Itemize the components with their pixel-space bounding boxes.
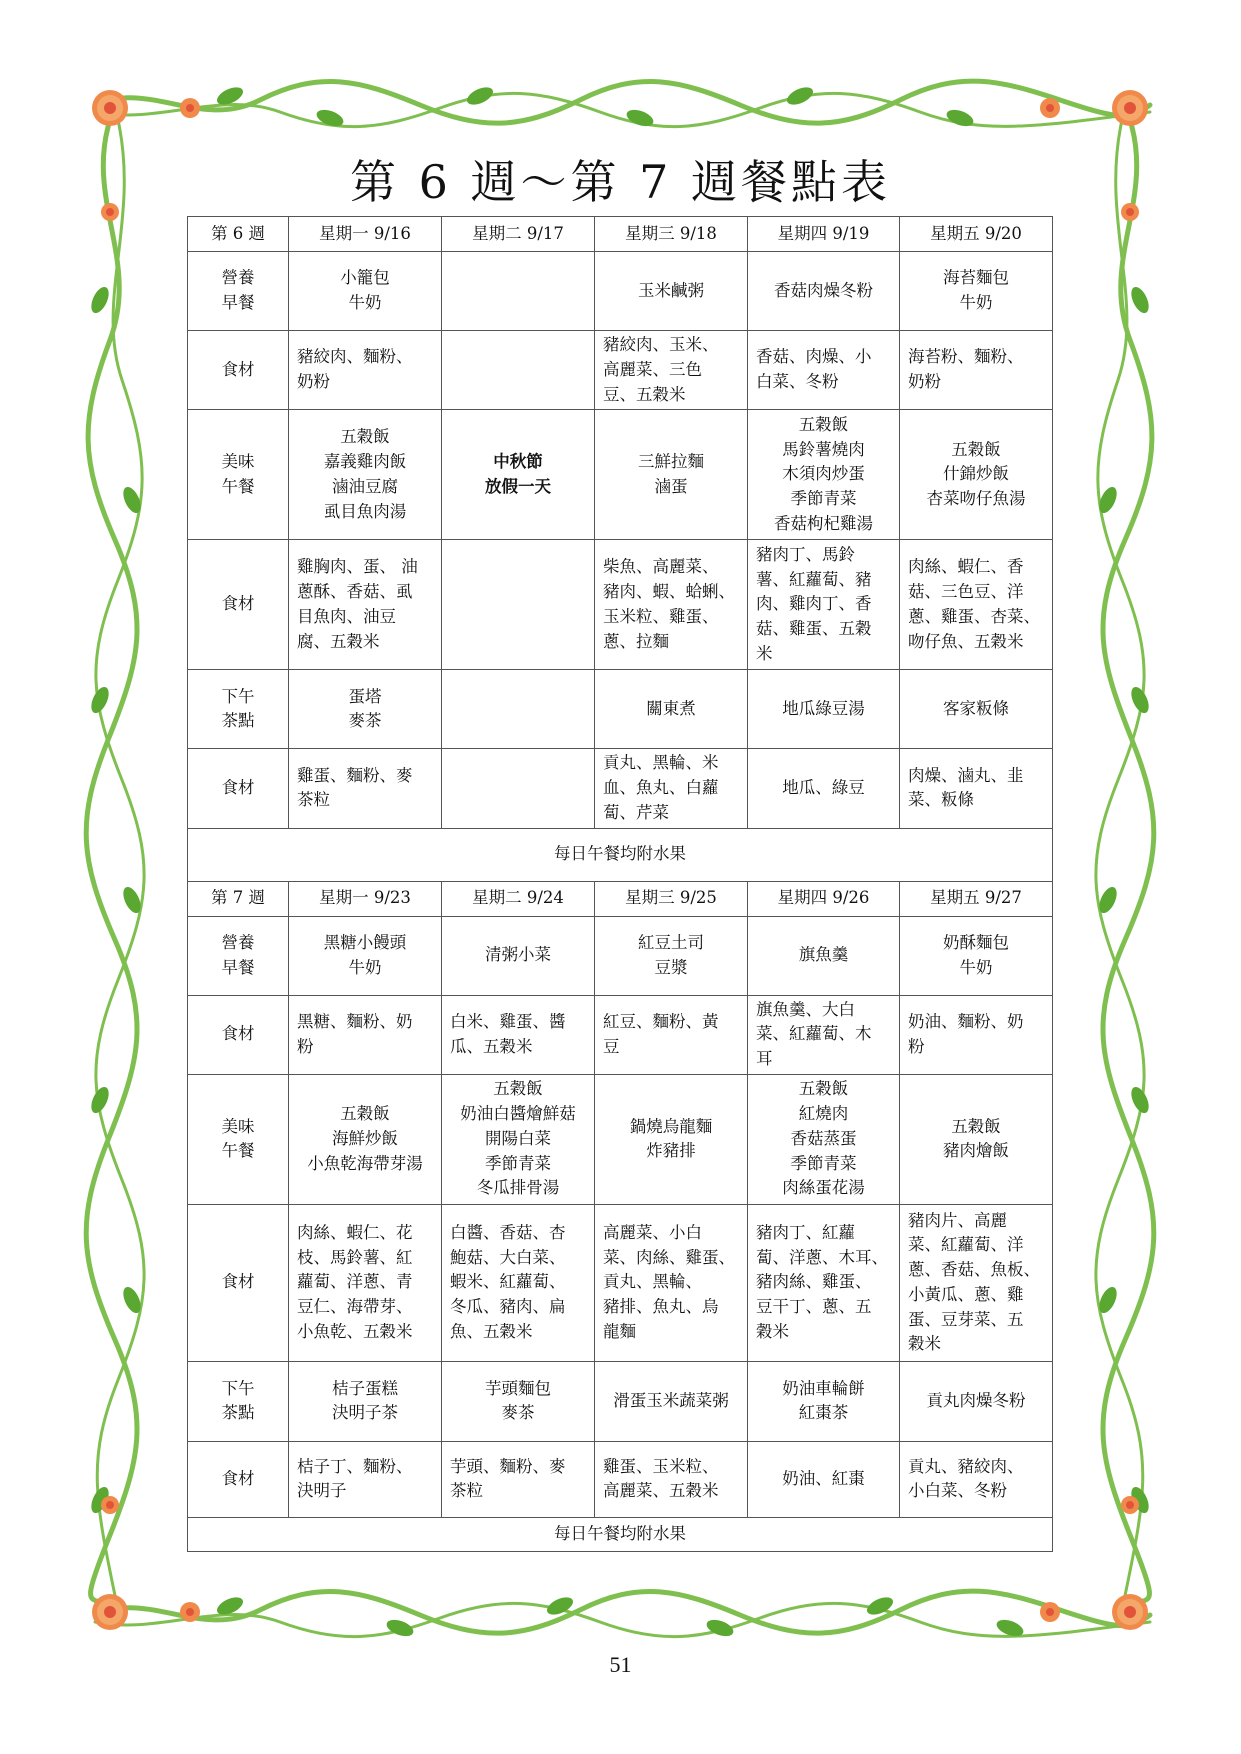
- row-label: 食材: [188, 331, 289, 410]
- ingredient-cell: 海苔粉、麵粉、 奶粉: [900, 331, 1053, 410]
- meal-cell: 滑蛋玉米蔬菜粥: [595, 1361, 748, 1441]
- row-label: 食材: [188, 749, 289, 828]
- day-header: 星期三 9/18: [595, 217, 748, 252]
- ingredient-cell: 黑糖、麵粉、奶 粉: [289, 995, 442, 1074]
- row-label: 下午 茶點: [188, 670, 289, 749]
- ingredient-cell: 豬絞肉、玉米、 高麗菜、三色 豆、五穀米: [595, 331, 748, 410]
- breakfast-row: [188, 916, 1053, 995]
- meal-cell: 三鮮拉麵 滷蛋: [595, 410, 748, 540]
- meal-cell: 五穀飯 什錦炒飯 杏菜吻仔魚湯: [900, 410, 1053, 540]
- ingredient-cell: [442, 749, 595, 828]
- ingredient-cell: 肉絲、蝦仁、花 枝、馬鈴薯、紅 蘿蔔、洋蔥、青 豆仁、海帶芽、 小魚乾、五穀米: [289, 1204, 442, 1361]
- ingredient-cell: 貢丸、豬絞肉、 小白菜、冬粉: [900, 1441, 1053, 1517]
- note-row: [188, 1517, 1053, 1551]
- meal-cell: 紅豆土司 豆漿: [595, 916, 748, 995]
- week-header-row: [188, 881, 1053, 916]
- ingredient-cell: 雞蛋、麵粉、麥 茶粒: [289, 749, 442, 828]
- meal-cell: 五穀飯 奶油白醬燴鮮菇 開陽白菜 季節青菜 冬瓜排骨湯: [442, 1074, 595, 1204]
- ingredient-cell: 香菇、肉燥、小 白菜、冬粉: [748, 331, 900, 410]
- fruit-note: 每日午餐均附水果: [188, 1517, 1053, 1551]
- meal-cell: 小籠包 牛奶: [289, 252, 442, 331]
- ingredient-cell: 奶油、紅棗: [748, 1441, 900, 1517]
- ingredient-cell: 豬絞肉、麵粉、 奶粉: [289, 331, 442, 410]
- ingredient-cell: [442, 540, 595, 670]
- meal-cell: 奶油車輪餅 紅棗茶: [748, 1361, 900, 1441]
- day-header: 星期三 9/25: [595, 881, 748, 916]
- lunch-ingredients-row: [188, 540, 1053, 670]
- meal-cell: 芋頭麵包 麥茶: [442, 1361, 595, 1441]
- meal-cell: 關東煮: [595, 670, 748, 749]
- ingredient-cell: 白醬、香菇、杏 鮑菇、大白菜、 蝦米、紅蘿蔔、 冬瓜、豬肉、扁 魚、五穀米: [442, 1204, 595, 1361]
- week-header-row: [188, 217, 1053, 252]
- ingredient-cell: 雞胸肉、蛋、 油 蔥酥、香菇、虱 目魚肉、油豆 腐、五穀米: [289, 540, 442, 670]
- day-header: 星期二 9/17: [442, 217, 595, 252]
- ingredient-cell: 芋頭、麵粉、麥 茶粒: [442, 1441, 595, 1517]
- day-header: 星期四 9/26: [748, 881, 900, 916]
- snack-row: [188, 670, 1053, 749]
- row-label: 食材: [188, 995, 289, 1074]
- ingredient-cell: 豬肉丁、紅蘿 蔔、洋蔥、木耳、 豬肉絲、雞蛋、 豆干丁、蔥、五 穀米: [748, 1204, 900, 1361]
- meal-schedule-table: [187, 216, 1053, 1552]
- ingredient-cell: 貢丸、黑輪、米 血、魚丸、白蘿 蔔、芹菜: [595, 749, 748, 828]
- lunch-ingredients-row: [188, 1204, 1053, 1361]
- row-label: 營養 早餐: [188, 252, 289, 331]
- row-label: 食材: [188, 540, 289, 670]
- page-number: 51: [609, 1652, 632, 1677]
- ingredient-cell: 桔子丁、麵粉、 決明子: [289, 1441, 442, 1517]
- week-label: 第 7 週: [188, 881, 289, 916]
- day-header: 星期二 9/24: [442, 881, 595, 916]
- holiday-cell: 中秋節 放假一天: [442, 410, 595, 540]
- meal-cell: [442, 252, 595, 331]
- ingredient-cell: 白米、雞蛋、醬 瓜、五穀米: [442, 995, 595, 1074]
- row-label: 美味 午餐: [188, 1074, 289, 1204]
- ingredient-cell: 肉絲、蝦仁、香 菇、三色豆、洋 蔥、雞蛋、杏菜、 吻仔魚、五穀米: [900, 540, 1053, 670]
- week-label: 第 6 週: [188, 217, 289, 252]
- lunch-row: [188, 410, 1053, 540]
- ingredient-cell: 豬肉片、高麗 菜、紅蘿蔔、洋 蔥、香菇、魚板、 小黃瓜、蔥、雞 蛋、豆芽菜、五 穀米: [900, 1204, 1053, 1361]
- meal-cell: 香菇肉燥冬粉: [748, 252, 900, 331]
- fruit-note: 每日午餐均附水果: [188, 828, 1053, 881]
- meal-cell: 客家粄條: [900, 670, 1053, 749]
- ingredient-cell: 雞蛋、玉米粒、 高麗菜、五穀米: [595, 1441, 748, 1517]
- ingredient-cell: 紅豆、麵粉、黃 豆: [595, 995, 748, 1074]
- week-7-section: [188, 881, 1053, 1551]
- row-label: 食材: [188, 1204, 289, 1361]
- snack-row: [188, 1361, 1053, 1441]
- ingredient-cell: 肉燥、滷丸、韭 菜、粄條: [900, 749, 1053, 828]
- meal-cell: 黑糖小饅頭 牛奶: [289, 916, 442, 995]
- meal-cell: 五穀飯 紅燒肉 香菇蒸蛋 季節青菜 肉絲蛋花湯: [748, 1074, 900, 1204]
- day-header: 星期五 9/20: [900, 217, 1053, 252]
- ingredient-cell: 地瓜、綠豆: [748, 749, 900, 828]
- meal-cell: [442, 670, 595, 749]
- meal-cell: 地瓜綠豆湯: [748, 670, 900, 749]
- ingredient-cell: 豬肉丁、馬鈴 薯、紅蘿蔔、豬 肉、雞肉丁、香 菇、雞蛋、五穀 米: [748, 540, 900, 670]
- meal-cell: 玉米鹹粥: [595, 252, 748, 331]
- note-row: [188, 828, 1053, 881]
- meal-cell: 海苔麵包 牛奶: [900, 252, 1053, 331]
- snack-ingredients-row: [188, 1441, 1053, 1517]
- day-header: 星期一 9/23: [289, 881, 442, 916]
- snack-ingredients-row: [188, 749, 1053, 828]
- row-label: 下午 茶點: [188, 1361, 289, 1441]
- ingredient-cell: 旗魚羹、大白 菜、紅蘿蔔、木 耳: [748, 995, 900, 1074]
- page-title: 第 6 週～第 7 週餐點表: [349, 155, 892, 209]
- meal-cell: 貢丸肉燥冬粉: [900, 1361, 1053, 1441]
- meal-cell: 鍋燒烏龍麵 炸豬排: [595, 1074, 748, 1204]
- meal-cell: 清粥小菜: [442, 916, 595, 995]
- meal-cell: 蛋塔 麥茶: [289, 670, 442, 749]
- lunch-row: [188, 1074, 1053, 1204]
- ingredient-cell: 柴魚、高麗菜、 豬肉、蝦、蛤蜊、 玉米粒、雞蛋、 蔥、拉麵: [595, 540, 748, 670]
- week-6-section: [188, 217, 1053, 882]
- meal-cell: 五穀飯 嘉義雞肉飯 滷油豆腐 虱目魚肉湯: [289, 410, 442, 540]
- day-header: 星期一 9/16: [289, 217, 442, 252]
- row-label: 食材: [188, 1441, 289, 1517]
- row-label: 營養 早餐: [188, 916, 289, 995]
- meal-cell: 奶酥麵包 牛奶: [900, 916, 1053, 995]
- ingredient-cell: 高麗菜、小白 菜、肉絲、雞蛋、 貢丸、黑輪、 豬排、魚丸、烏 龍麵: [595, 1204, 748, 1361]
- day-header: 星期五 9/27: [900, 881, 1053, 916]
- meal-cell: 旗魚羹: [748, 916, 900, 995]
- day-header: 星期四 9/19: [748, 217, 900, 252]
- ingredient-cell: [442, 331, 595, 410]
- meal-cell: 桔子蛋糕 決明子茶: [289, 1361, 442, 1441]
- meal-cell: 五穀飯 馬鈴薯燒肉 木須肉炒蛋 季節青菜 香菇枸杞雞湯: [748, 410, 900, 540]
- meal-cell: 五穀飯 海鮮炒飯 小魚乾海帶芽湯: [289, 1074, 442, 1204]
- row-label: 美味 午餐: [188, 410, 289, 540]
- ingredient-cell: 奶油、麵粉、奶 粉: [900, 995, 1053, 1074]
- meal-cell: 五穀飯 豬肉燴飯: [900, 1074, 1053, 1204]
- breakfast-ingredients-row: [188, 331, 1053, 410]
- breakfast-row: [188, 252, 1053, 331]
- breakfast-ingredients-row: [188, 995, 1053, 1074]
